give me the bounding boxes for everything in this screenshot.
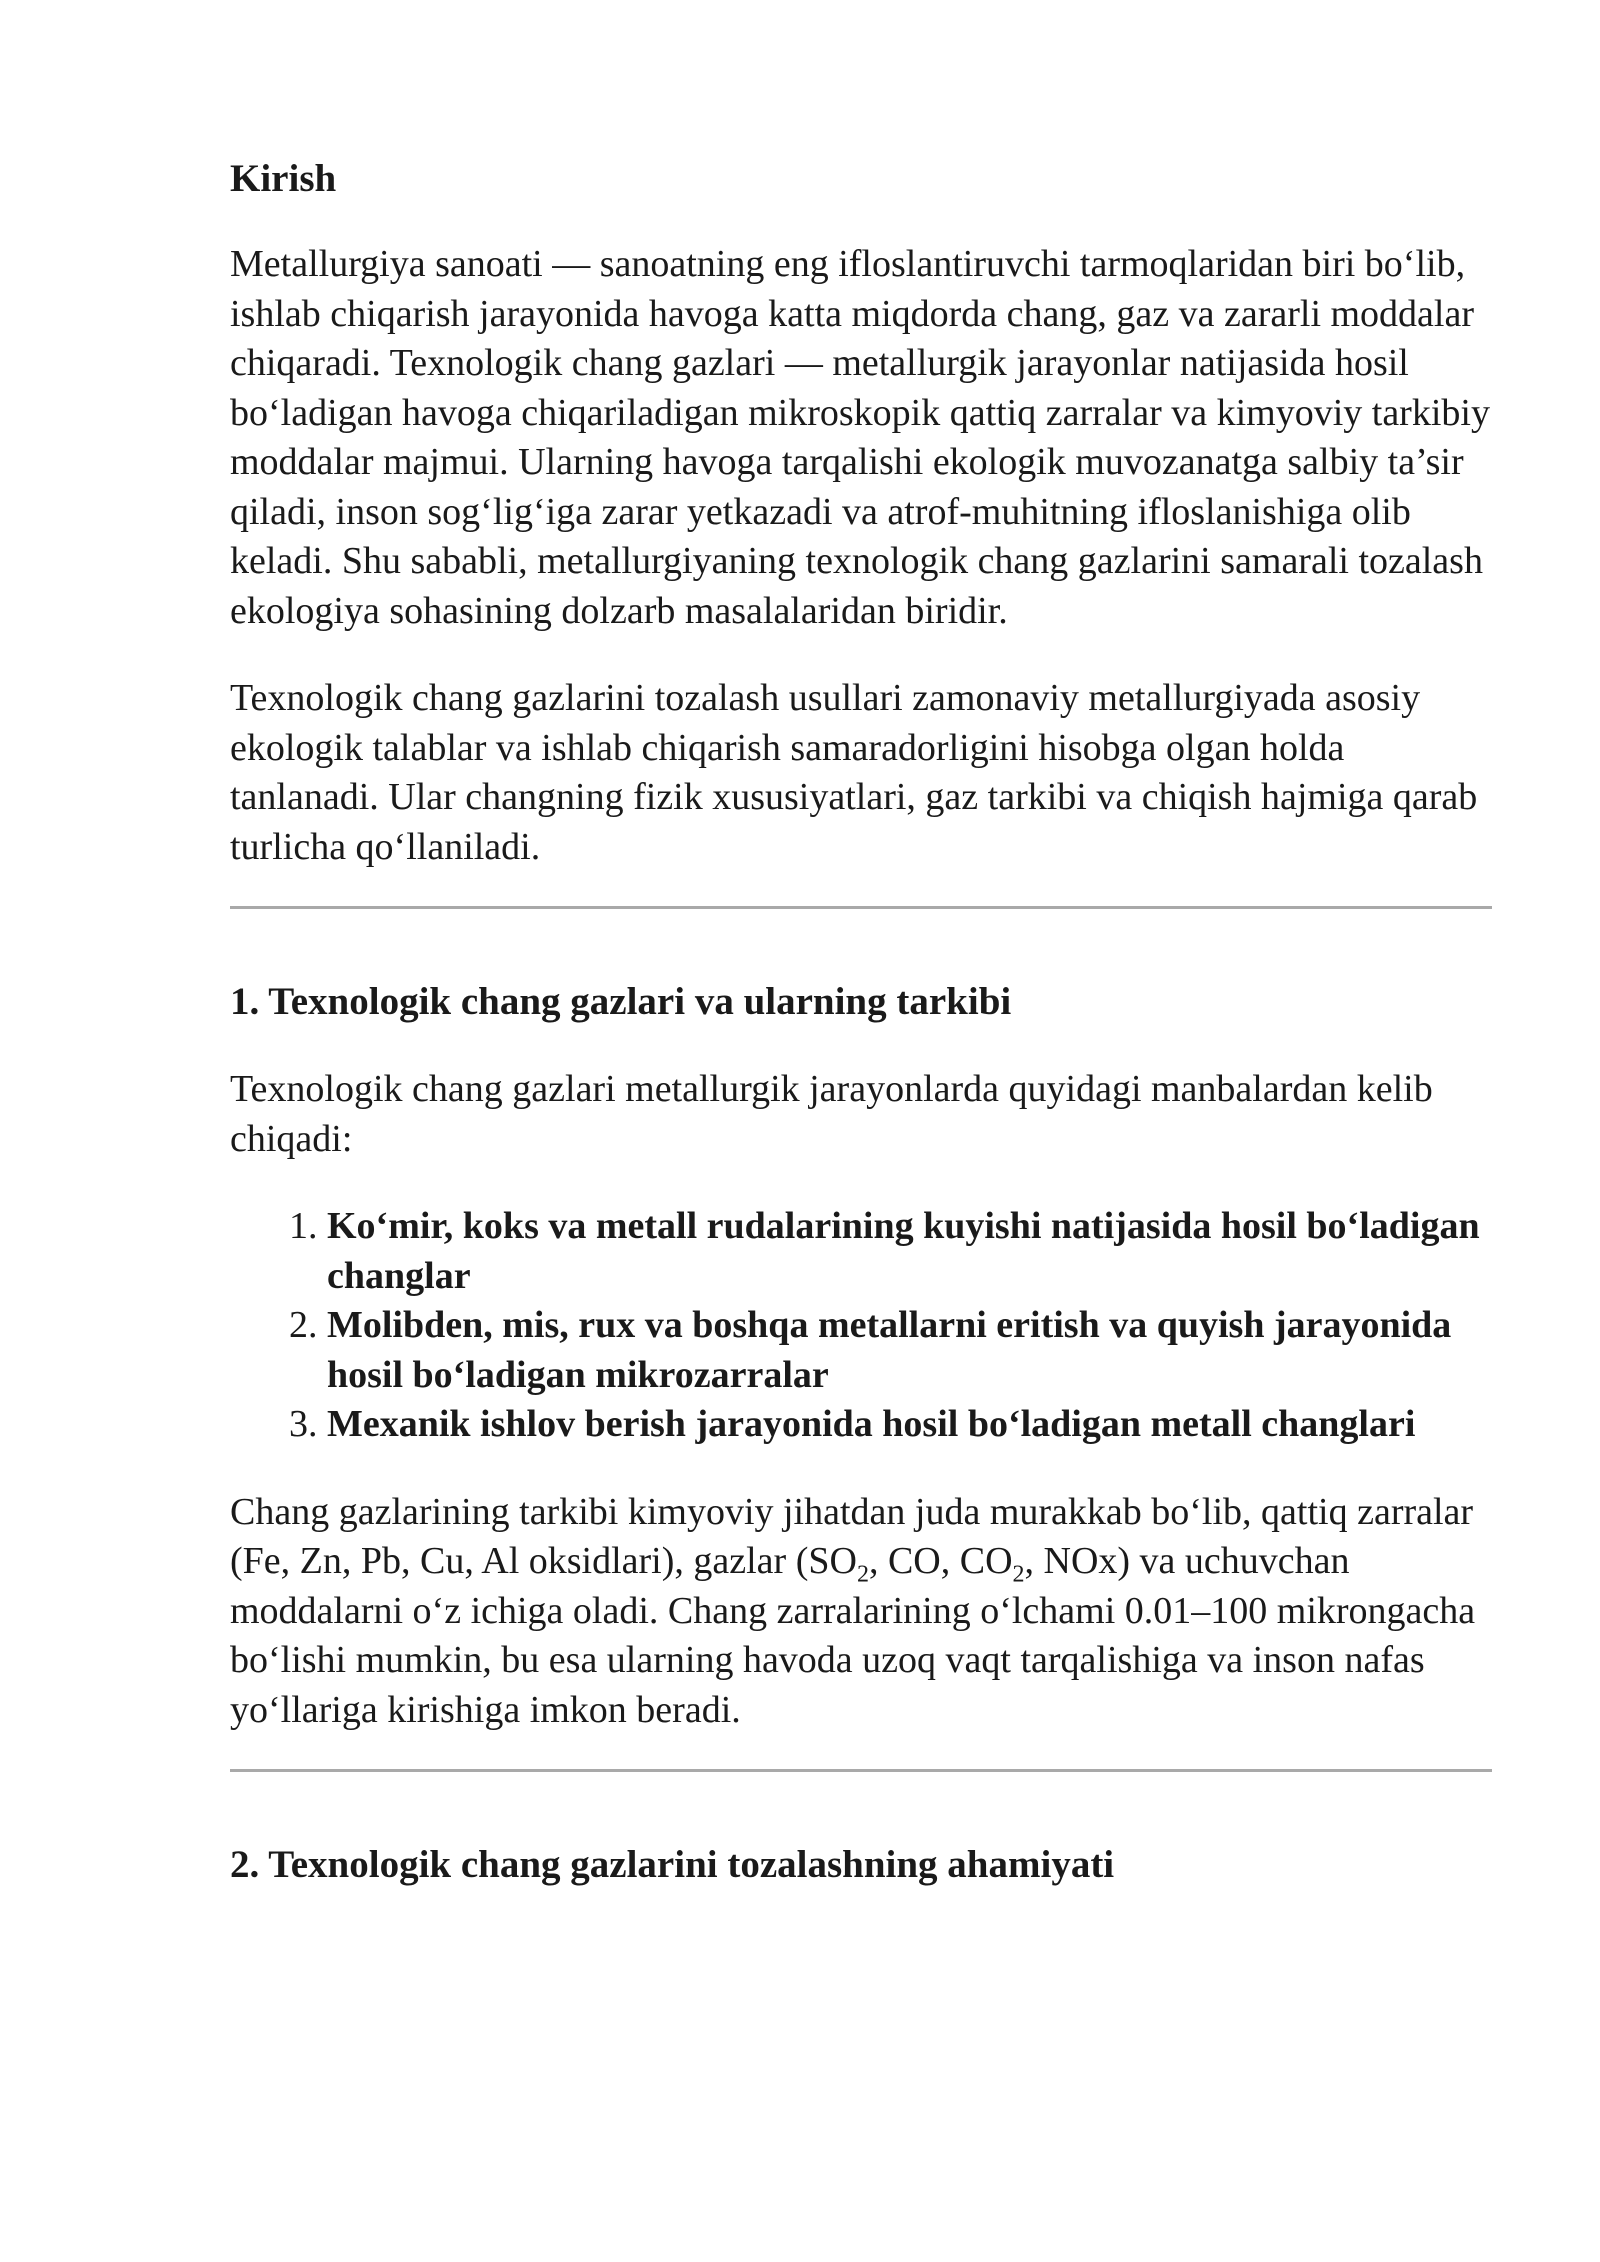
sources-list: [230, 1202, 1492, 1450]
section-2-heading: 2. Texnologik chang gazlarini tozalashning ahamiyati: [230, 1843, 1115, 1886]
subscript-2: 2: [856, 1561, 869, 1588]
section-1-intro: Texnologik chang gazlari metallurgik jarayonlarda quyidagi manbalardan kelib chiqadi:: [230, 1068, 1433, 1160]
intro-paragraph-1: Metallurgiya sanoati — sanoatning eng ifloslantiruvchi tarmoqlaridan biri bo‘lib, ishlab chiqarish jarayonida havoga katta miqdorda chang, gaz va zararli moddalar chiqaradi. Texnologik chang gazlari — metallurgik jarayonlar natijasida hosil bo‘ladigan havoga chiqariladigan mikroskopik qattiq zarralar va kimyoviy tarkibiy moddalar majmui. Ularning havoga tarqalishi ekologik muvozanatga salbiy ta’sir qiladi, inson sog‘lig‘iga zarar yetkazadi va atrof-muhitning ifloslanishiga olib keladi. Shu sababli, metallurgiyaning texnologik chang gazlarini samarali tozalash ekologiya sohasining dolzarb masalalaridan biridir.: [230, 243, 1490, 632]
list-item: 2. Molibden, mis, rux va boshqa metallarni eritish va quyish jarayonida hosil bo‘ladigan mikrozarralar: [327, 1301, 1492, 1400]
section-1-heading: 1. Texnologik chang gazlari va ularning tarkibi: [230, 980, 1012, 1023]
composition-paragraph: [230, 1488, 1492, 1736]
intro-heading: Kirish: [230, 157, 337, 200]
composition-text-1: Chang gazlarining tarkibi kimyoviy jihatdan juda murakkab bo‘lib, qattiq zarralar (Fe, Zn, Pb, Cu, Al oksidlari), gazlar (SO: [230, 1490, 1474, 1582]
composition-text-2: , CO, CO: [868, 1540, 1013, 1582]
composition-text-3: , NOx) va uchuvchan moddalarni o‘z ichiga oladi. Chang zarralarining o‘lchami 0.01–100 mikrongacha bo‘lishi mumkin, bu esa ularning havoda uzoq vaqt tarqalishiga va inson nafas yo‘llariga kirishiga imkon beradi.: [230, 1540, 1476, 1731]
section-divider-2: [230, 1769, 1492, 1772]
section-divider-1: [230, 906, 1492, 909]
subscript-2: 2: [1012, 1561, 1025, 1588]
document-page: [230, 140, 1492, 1890]
list-item: 1. Ko‘mir, koks va metall rudalarining kuyishi natijasida hosil bo‘ladigan changlar: [327, 1202, 1492, 1301]
intro-paragraph-2: Texnologik chang gazlarini tozalash usullari zamonaviy metallurgiyada asosiy ekologik talablar va ishlab chiqarish samaradorligini hisobga olgan holda tanlanadi. Ular changning fizik xususiyatlari, gaz tarkibi va chiqish hajmiga qarab turlicha qo‘llaniladi.: [230, 677, 1478, 868]
list-item: 3. Mexanik ishlov berish jarayonida hosil bo‘ladigan metall changlari: [327, 1400, 1492, 1450]
